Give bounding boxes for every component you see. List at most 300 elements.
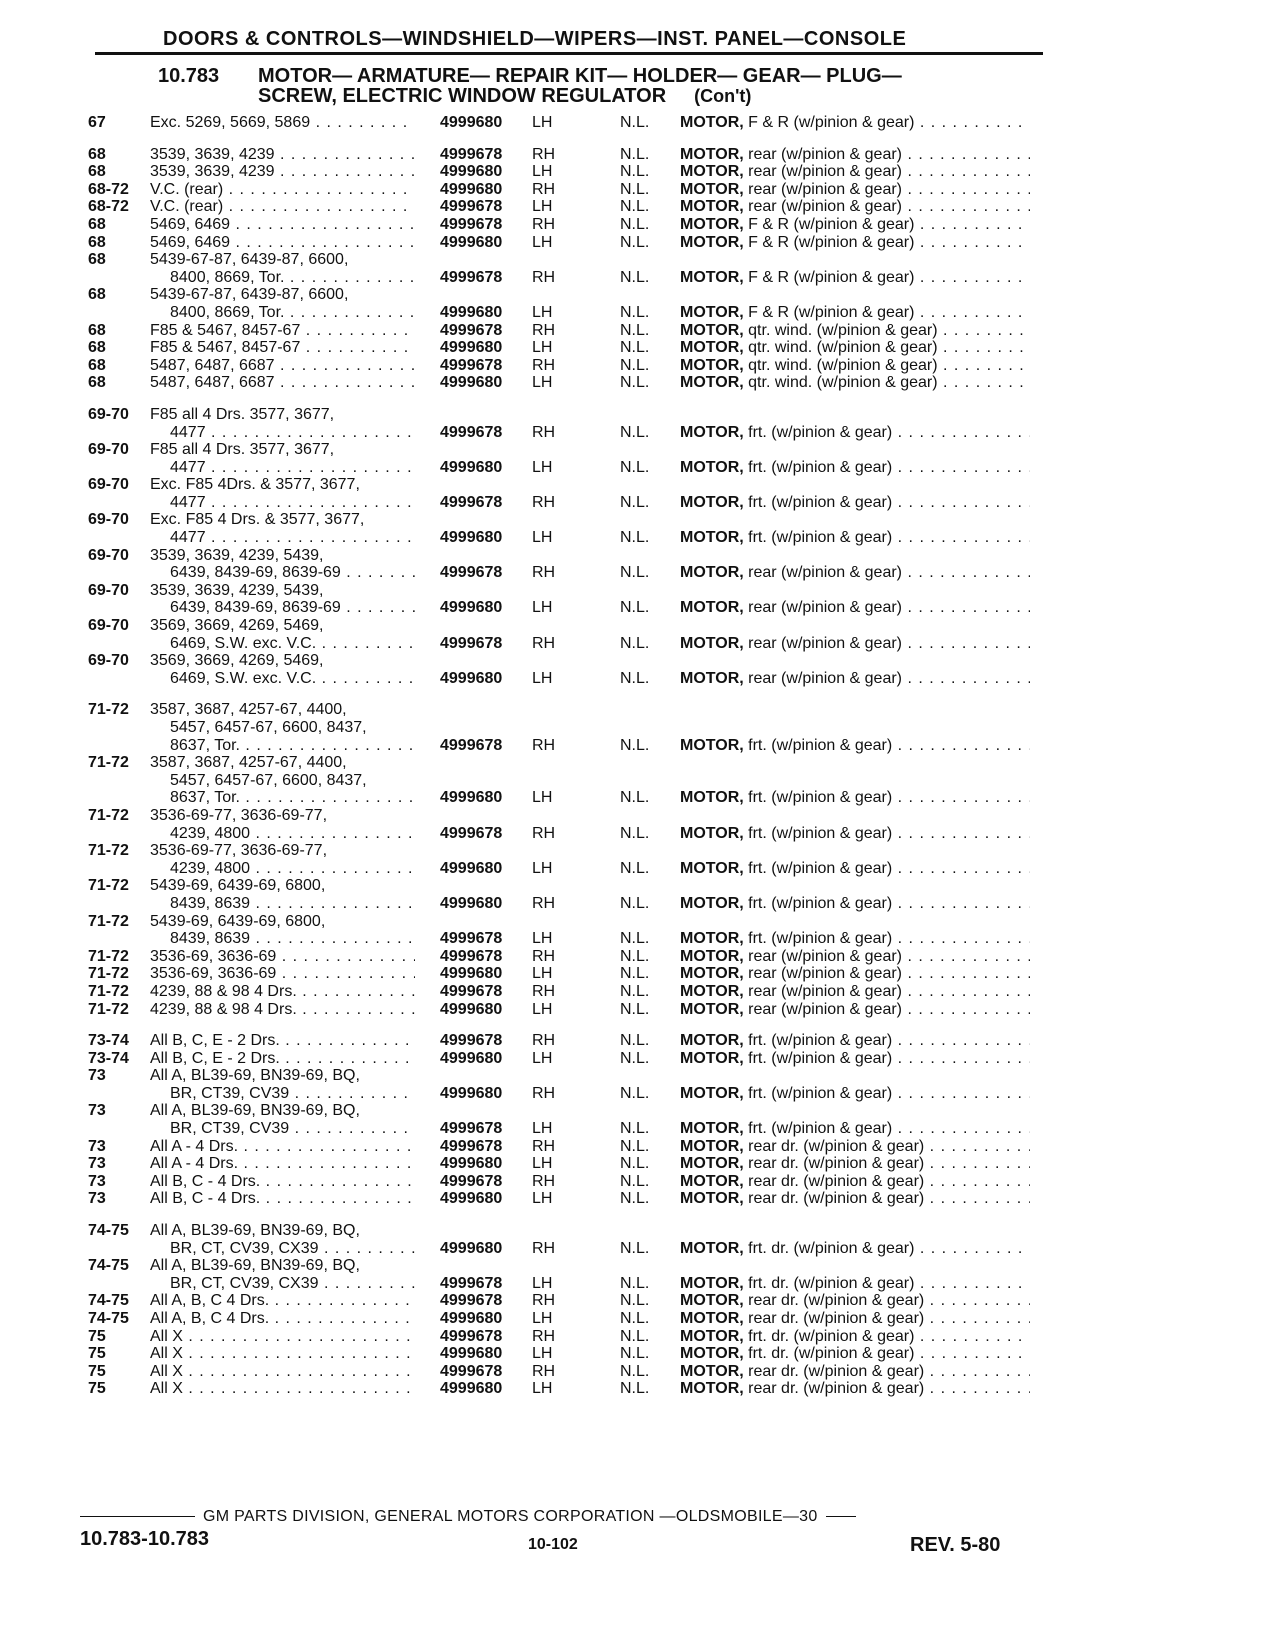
part-name: MOTOR,	[680, 824, 744, 842]
application-text: 3536-69, 3636-69 . . .	[150, 965, 415, 983]
section-title-line2: SCREW, ELECTRIC WINDOW REGULATOR	[258, 85, 667, 107]
part-number: 4999680	[440, 163, 503, 181]
side-code: RH	[532, 1032, 556, 1050]
part-number: 4999678	[440, 321, 503, 339]
model-year: 69-70	[88, 617, 129, 635]
entry-line	[0, 1032, 1280, 1050]
part-name: MOTOR,	[680, 736, 744, 754]
entry-line	[0, 913, 1280, 931]
part-number: 4999680	[440, 458, 503, 476]
side-code: LH	[532, 1345, 553, 1363]
entry-line	[0, 965, 1280, 983]
section-heading	[158, 66, 902, 106]
side-code: LH	[532, 1190, 553, 1208]
entry-line	[0, 511, 1280, 529]
entry-line	[0, 234, 1280, 252]
part-number: 4999678	[440, 1327, 503, 1345]
list-code: N.L.	[620, 1155, 650, 1173]
part-description	[680, 1050, 1030, 1068]
application-text: All B, C - 4 Drs. . . .	[150, 1190, 415, 1208]
part-detail: rear (w/pinion & gear) . . .	[748, 146, 1030, 163]
part-number: 4999680	[440, 529, 503, 547]
model-year: 68	[88, 356, 106, 374]
entry-line	[0, 582, 1280, 600]
section-number: 10.783	[158, 65, 220, 87]
part-detail: frt. dr. (w/pinion & gear) . . .	[748, 1328, 1030, 1345]
part-description	[680, 635, 1030, 653]
part-description	[680, 339, 1030, 357]
part-number: 4999680	[440, 303, 503, 321]
model-year: 68	[88, 374, 106, 392]
part-description	[680, 789, 1030, 807]
parts-entry	[0, 1222, 1280, 1257]
part-name: MOTOR,	[680, 1155, 744, 1173]
part-number: 4999680	[440, 1239, 503, 1257]
part-number: 4999678	[440, 1274, 503, 1292]
part-name: MOTOR,	[680, 1239, 744, 1257]
part-name: MOTOR,	[680, 1120, 744, 1138]
list-code: N.L.	[620, 634, 650, 652]
parts-entry	[0, 582, 1280, 617]
application-text: Exc. 5269, 5669, 5869 . . .	[150, 114, 415, 132]
side-code: RH	[532, 1362, 556, 1380]
application-text: All B, C, E - 2 Drs. . . .	[150, 1050, 415, 1068]
parts-entry	[0, 1190, 1280, 1208]
list-code: N.L.	[620, 1190, 650, 1208]
model-year: 73	[88, 1067, 106, 1085]
application-text: 5457, 6457-67, 6600, 8437,	[170, 771, 367, 789]
entry-line	[0, 114, 1280, 132]
part-number: 4999680	[440, 339, 503, 357]
entry-line	[0, 1257, 1280, 1275]
part-detail: rear dr. (w/pinion & gear) . . .	[748, 1310, 1030, 1327]
part-description	[680, 965, 1030, 983]
side-code: RH	[532, 1172, 556, 1190]
model-year: 69-70	[88, 546, 129, 564]
application-text: BR, CT, CV39, CX39 . . .	[170, 1275, 415, 1293]
model-year: 71-72	[88, 877, 129, 895]
entry-line	[0, 1240, 1280, 1258]
application-text: All A - 4 Drs. . . .	[150, 1138, 415, 1156]
part-description	[680, 146, 1030, 164]
parts-entry	[0, 842, 1280, 877]
part-name: MOTOR,	[680, 1345, 744, 1363]
entry-line	[0, 652, 1280, 670]
part-name: MOTOR,	[680, 303, 744, 321]
parts-entry	[0, 441, 1280, 476]
entry-line	[0, 459, 1280, 477]
footer-publisher: GM PARTS DIVISION, GENERAL MOTORS CORPORATION —OLDSMOBILE—30	[203, 1508, 818, 1525]
part-description	[680, 529, 1030, 547]
model-year: 68-72	[88, 180, 129, 198]
application-text: All X . . .	[150, 1380, 415, 1398]
list-code: N.L.	[620, 1000, 650, 1018]
parts-entry	[0, 198, 1280, 216]
part-name: MOTOR,	[680, 1137, 744, 1155]
list-code: N.L.	[620, 114, 650, 131]
footer-revision: REV. 5-80	[910, 1534, 1001, 1556]
side-code: RH	[532, 634, 556, 652]
application-text: 3539, 3639, 4239 . . .	[150, 146, 415, 164]
application-text: 4239, 88 & 98 4 Drs. . . .	[150, 983, 415, 1001]
model-year: 68	[88, 163, 106, 181]
model-year: 69-70	[88, 476, 129, 494]
entry-line	[0, 789, 1280, 807]
application-text: All B, C, E - 2 Drs. . . .	[150, 1032, 415, 1050]
part-description	[680, 860, 1030, 878]
part-description	[680, 357, 1030, 375]
entry-line	[0, 1190, 1280, 1208]
part-detail: rear (w/pinion & gear) . . .	[748, 670, 1030, 687]
part-name: MOTOR,	[680, 1032, 744, 1050]
part-detail: frt. (w/pinion & gear) . . .	[748, 424, 1030, 441]
entry-line	[0, 1328, 1280, 1346]
part-number: 4999680	[440, 1000, 503, 1018]
part-description	[680, 1363, 1030, 1381]
application-text: 5439-69, 6439-69, 6800,	[150, 912, 326, 930]
part-description	[680, 1173, 1030, 1191]
part-detail: frt. dr. (w/pinion & gear) . . .	[748, 1345, 1030, 1362]
application-text: 4477 . . .	[170, 494, 415, 512]
side-code: RH	[532, 1292, 556, 1310]
model-year: 71-72	[88, 965, 129, 983]
part-description	[680, 1275, 1030, 1293]
model-year: 68	[88, 321, 106, 339]
side-code: LH	[532, 1120, 553, 1138]
list-code: N.L.	[620, 233, 650, 251]
list-code: N.L.	[620, 1345, 650, 1363]
entry-line	[0, 251, 1280, 269]
part-number: 4999678	[440, 423, 503, 441]
part-name: MOTOR,	[680, 789, 744, 807]
side-code: LH	[532, 930, 553, 948]
application-text: 8637, Tor. . . .	[170, 737, 415, 755]
part-detail: frt. dr. (w/pinion & gear) . . .	[748, 1275, 1030, 1292]
list-code: N.L.	[620, 1120, 650, 1138]
model-year: 71-72	[88, 701, 129, 719]
entry-line	[0, 1292, 1280, 1310]
model-year: 68	[88, 215, 106, 233]
list-code: N.L.	[620, 564, 650, 582]
part-number: 4999678	[440, 1362, 503, 1380]
entry-line	[0, 1067, 1280, 1085]
side-code: RH	[532, 268, 556, 286]
entry-line	[0, 146, 1280, 164]
parts-entry	[0, 1292, 1280, 1310]
part-name: MOTOR,	[680, 1172, 744, 1190]
parts-entry	[0, 1050, 1280, 1068]
parts-entry	[0, 701, 1280, 754]
parts-list	[0, 114, 1280, 1398]
entry-line	[0, 304, 1280, 322]
side-code: LH	[532, 965, 553, 983]
list-code: N.L.	[620, 894, 650, 912]
part-description	[680, 181, 1030, 199]
model-year: 69-70	[88, 652, 129, 670]
part-number: 4999678	[440, 1137, 503, 1155]
parts-entry	[0, 251, 1280, 286]
part-detail: qtr. wind. (w/pinion & gear) . . .	[748, 339, 1030, 356]
part-detail: frt. (w/pinion & gear) . . .	[748, 1050, 1030, 1067]
list-code: N.L.	[620, 1274, 650, 1292]
parts-entry	[0, 1345, 1280, 1363]
part-name: MOTOR,	[680, 114, 744, 131]
entry-line	[0, 1085, 1280, 1103]
entry-line	[0, 1222, 1280, 1240]
side-code: LH	[532, 339, 553, 357]
parts-entry	[0, 754, 1280, 807]
application-text: 8439, 8639 . . .	[170, 895, 415, 913]
application-text: 8637, Tor. . . .	[170, 789, 415, 807]
section-title-line1: MOTOR— ARMATURE— REPAIR KIT— HOLDER— GEAR— PLUG—	[258, 65, 902, 87]
entry-line	[0, 1102, 1280, 1120]
model-year: 71-72	[88, 1000, 129, 1018]
side-code: RH	[532, 145, 556, 163]
model-year: 75	[88, 1345, 106, 1363]
part-detail: rear (w/pinion & gear) . . .	[748, 965, 1030, 982]
side-code: RH	[532, 1137, 556, 1155]
parts-entry	[0, 877, 1280, 912]
part-detail: rear (w/pinion & gear) . . .	[748, 198, 1030, 215]
footer-rule-right	[826, 1516, 856, 1517]
part-description	[680, 163, 1030, 181]
part-description	[680, 374, 1030, 392]
application-text: F85 & 5467, 8457-67 . . .	[150, 339, 415, 357]
side-code: RH	[532, 180, 556, 198]
part-number: 4999680	[440, 1084, 503, 1102]
part-detail: rear dr. (w/pinion & gear) . . .	[748, 1138, 1030, 1155]
side-code: LH	[532, 1155, 553, 1173]
side-code: LH	[532, 114, 553, 131]
part-detail: F & R (w/pinion & gear) . . .	[748, 114, 1030, 131]
side-code: LH	[532, 1049, 553, 1067]
list-code: N.L.	[620, 145, 650, 163]
part-detail: rear dr. (w/pinion & gear) . . .	[748, 1363, 1030, 1380]
part-description	[680, 1155, 1030, 1173]
part-description	[680, 234, 1030, 252]
entry-line	[0, 476, 1280, 494]
entry-line	[0, 1001, 1280, 1019]
part-description	[680, 737, 1030, 755]
part-number: 4999680	[440, 1049, 503, 1067]
side-code: LH	[532, 1380, 553, 1398]
entry-line	[0, 1310, 1280, 1328]
entry-line	[0, 322, 1280, 340]
part-number: 4999680	[440, 1155, 503, 1173]
part-detail: qtr. wind. (w/pinion & gear) . . .	[748, 374, 1030, 391]
model-year: 71-72	[88, 912, 129, 930]
part-number: 4999680	[440, 1190, 503, 1208]
parts-entry	[0, 1102, 1280, 1137]
part-name: MOTOR,	[680, 198, 744, 216]
parts-entry	[0, 1173, 1280, 1191]
part-number: 4999680	[440, 1380, 503, 1398]
side-code: LH	[532, 374, 553, 392]
model-year: 71-72	[88, 947, 129, 965]
part-detail: rear dr. (w/pinion & gear) . . .	[748, 1173, 1030, 1190]
parts-entry	[0, 965, 1280, 983]
application-text: 5487, 6487, 6687 . . .	[150, 374, 415, 392]
entry-line	[0, 286, 1280, 304]
list-code: N.L.	[620, 930, 650, 948]
part-description	[680, 424, 1030, 442]
entry-line	[0, 1380, 1280, 1398]
application-text: All B, C - 4 Drs. . . .	[150, 1173, 415, 1191]
entry-line	[0, 983, 1280, 1001]
application-text: 4239, 4800 . . .	[170, 860, 415, 878]
model-year: 73	[88, 1190, 106, 1208]
part-name: MOTOR,	[680, 423, 744, 441]
parts-entry	[0, 1257, 1280, 1292]
application-text: 5487, 6487, 6687 . . .	[150, 357, 415, 375]
part-description	[680, 1328, 1030, 1346]
part-description	[680, 216, 1030, 234]
part-name: MOTOR,	[680, 1362, 744, 1380]
part-detail: frt. (w/pinion & gear) . . .	[748, 825, 1030, 842]
parts-entry	[0, 617, 1280, 652]
model-year: 68-72	[88, 198, 129, 216]
list-code: N.L.	[620, 1327, 650, 1345]
part-number: 4999678	[440, 982, 503, 1000]
part-number: 4999680	[440, 789, 503, 807]
entry-line	[0, 772, 1280, 790]
entry-line	[0, 737, 1280, 755]
application-text: All A, BL39-69, BN39-69, BQ,	[150, 1257, 360, 1275]
parts-entry	[0, 286, 1280, 321]
model-year: 74-75	[88, 1310, 129, 1327]
part-number: 4999680	[440, 233, 503, 251]
model-year: 71-72	[88, 982, 129, 1000]
part-detail: rear (w/pinion & gear) . . .	[748, 1001, 1030, 1018]
part-detail: frt. (w/pinion & gear) . . .	[748, 529, 1030, 546]
part-name: MOTOR,	[680, 564, 744, 582]
part-description	[680, 825, 1030, 843]
list-code: N.L.	[620, 1292, 650, 1310]
entry-line	[0, 339, 1280, 357]
list-code: N.L.	[620, 669, 650, 687]
application-text: 5439-67-87, 6439-87, 6600,	[150, 251, 349, 269]
part-name: MOTOR,	[680, 233, 744, 251]
side-code: LH	[532, 303, 553, 321]
application-text: 6469, S.W. exc. V.C. . . .	[170, 670, 415, 688]
side-code: RH	[532, 321, 556, 339]
list-code: N.L.	[620, 268, 650, 286]
application-text: 6469, S.W. exc. V.C. . . .	[170, 635, 415, 653]
application-text: All A - 4 Drs. . . .	[150, 1155, 415, 1173]
parts-entry	[0, 357, 1280, 375]
model-year: 73	[88, 1102, 106, 1120]
part-description	[680, 1138, 1030, 1156]
part-detail: frt. dr. (w/pinion & gear) . . .	[748, 1240, 1030, 1257]
part-name: MOTOR,	[680, 493, 744, 511]
part-name: MOTOR,	[680, 965, 744, 983]
part-number: 4999680	[440, 965, 503, 983]
model-year: 71-72	[88, 806, 129, 824]
part-name: MOTOR,	[680, 1000, 744, 1018]
part-name: MOTOR,	[680, 356, 744, 374]
part-number: 4999678	[440, 356, 503, 374]
part-number: 4999678	[440, 736, 503, 754]
entry-line	[0, 842, 1280, 860]
model-year: 74-75	[88, 1257, 129, 1275]
entry-line	[0, 216, 1280, 234]
part-detail: qtr. wind. (w/pinion & gear) . . .	[748, 322, 1030, 339]
list-code: N.L.	[620, 1362, 650, 1380]
list-code: N.L.	[620, 1239, 650, 1257]
application-text: F85 all 4 Drs. 3577, 3677,	[150, 405, 335, 423]
side-code: LH	[532, 1274, 553, 1292]
application-text: All X . . .	[150, 1328, 415, 1346]
application-text: V.C. (rear) . . .	[150, 181, 415, 199]
parts-entry	[0, 511, 1280, 546]
model-year: 69-70	[88, 581, 129, 599]
side-code: LH	[532, 458, 553, 476]
part-name: MOTOR,	[680, 982, 744, 1000]
list-code: N.L.	[620, 180, 650, 198]
part-description	[680, 269, 1030, 287]
part-description	[680, 459, 1030, 477]
entry-line	[0, 1155, 1280, 1173]
parts-entry	[0, 1310, 1280, 1328]
list-code: N.L.	[620, 198, 650, 216]
part-description	[680, 983, 1030, 1001]
list-code: N.L.	[620, 859, 650, 877]
list-code: N.L.	[620, 1310, 650, 1327]
side-code: RH	[532, 1239, 556, 1257]
model-year: 75	[88, 1362, 106, 1380]
side-code: RH	[532, 1084, 556, 1102]
application-text: All X . . .	[150, 1363, 415, 1381]
model-year: 67	[88, 114, 106, 131]
list-code: N.L.	[620, 458, 650, 476]
part-name: MOTOR,	[680, 599, 744, 617]
part-detail: rear (w/pinion & gear) . . .	[748, 181, 1030, 198]
entry-line	[0, 877, 1280, 895]
side-code: LH	[532, 233, 553, 251]
application-text: 3539, 3639, 4239, 5439,	[150, 546, 324, 564]
side-code: RH	[532, 894, 556, 912]
parts-entry	[0, 547, 1280, 582]
list-code: N.L.	[620, 215, 650, 233]
side-code: RH	[532, 982, 556, 1000]
part-name: MOTOR,	[680, 1084, 744, 1102]
part-detail: frt. (w/pinion & gear) . . .	[748, 789, 1030, 806]
parts-entry	[0, 163, 1280, 181]
model-year: 69-70	[88, 441, 129, 459]
list-code: N.L.	[620, 982, 650, 1000]
model-year: 74-75	[88, 1292, 129, 1310]
part-name: MOTOR,	[680, 268, 744, 286]
part-number: 4999680	[440, 1345, 503, 1363]
part-detail: rear (w/pinion & gear) . . .	[748, 163, 1030, 180]
model-year: 71-72	[88, 842, 129, 860]
entry-line	[0, 599, 1280, 617]
part-detail: frt. (w/pinion & gear) . . .	[748, 1120, 1030, 1137]
list-code: N.L.	[620, 1137, 650, 1155]
model-year: 73	[88, 1172, 106, 1190]
entry-line	[0, 670, 1280, 688]
parts-entry	[0, 146, 1280, 164]
application-text: 5457, 6457-67, 6600, 8437,	[170, 719, 367, 736]
part-number: 4999678	[440, 564, 503, 582]
part-description	[680, 1085, 1030, 1103]
entry-line	[0, 719, 1280, 737]
part-detail: rear (w/pinion & gear) . . .	[748, 564, 1030, 581]
parts-entry	[0, 476, 1280, 511]
side-code: LH	[532, 1310, 553, 1327]
part-detail: rear (w/pinion & gear) . . .	[748, 983, 1030, 1000]
parts-entry	[0, 339, 1280, 357]
